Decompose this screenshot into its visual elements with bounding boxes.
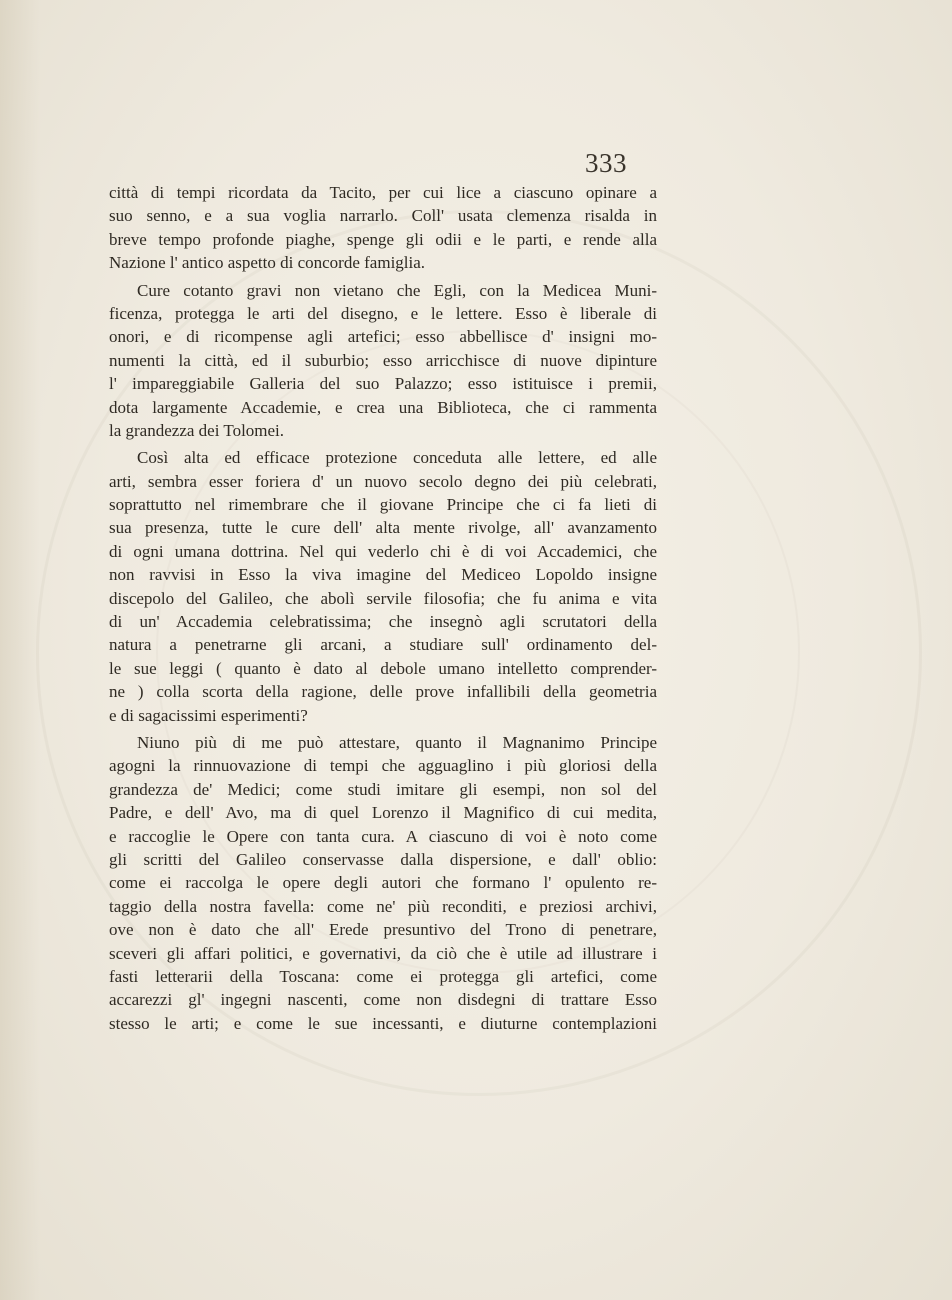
text-line: ficenza, protegga le arti del disegno, e le lettere. Esso è liberale di: [109, 303, 657, 323]
text-line: come ei raccolga le opere degli autori che formano l' opulento re-: [109, 873, 657, 893]
text-line: non ravvisi in Esso la viva imagine del Mediceo Lopoldo insigne: [109, 565, 657, 585]
text-line: suo senno, e a sua voglia narrarlo. Coll' usata clemenza risalda in: [109, 206, 657, 226]
text-line: Nazione l' antico aspetto di concorde famiglia.: [109, 253, 426, 273]
text-line: Cure cotanto gravi non vietano che Egli, con la Medicea Muni-: [137, 280, 657, 300]
body-text: [109, 181, 657, 1035]
text-line: taggio della nostra favella: come ne' più reconditi, e preziosi archivi,: [109, 896, 657, 916]
text-line: natura a penetrarne gli arcani, a studiare sull' ordinamento del-: [109, 635, 657, 655]
text-line: Così alta ed efficace protezione conceduta alle lettere, ed alle: [137, 448, 657, 468]
text-line: accarezzi gl' ingegni nascenti, come non disdegni di trattare Esso: [109, 990, 657, 1010]
text-line: ne ) colla scorta della ragione, delle prove infallibili della geometria: [109, 682, 657, 702]
paragraph-3: [109, 446, 657, 727]
text-line: e di sagacissimi esperimenti?: [109, 705, 308, 725]
text-line: l' impareggiabile Galleria del suo Palazzo; esso istituisce i premii,: [109, 374, 657, 394]
paragraph-2: [109, 279, 657, 443]
text-line: ove non è dato che all' Erede presuntivo del Trono di penetrare,: [109, 920, 657, 940]
text-line: agogni la rinnuovazione di tempi che agguaglino i più gloriosi della: [109, 756, 657, 776]
text-line: dota largamente Accademie, e crea una Biblioteca, che ci rammenta: [109, 397, 657, 417]
text-line: fasti letterarii della Toscana: come ei protegga gli artefici, come: [109, 966, 657, 986]
text-line: sua presenza, tutte le cure dell' alta mente rivolge, all' avanzamento: [109, 518, 657, 538]
paragraph-1: [109, 181, 657, 275]
paragraph-4: [109, 731, 657, 1035]
text-line: città di tempi ricordata da Tacito, per cui lice a ciascuno opinare a: [109, 183, 657, 202]
text-line: numenti la città, ed il suburbio; esso arricchisce di nuove dipinture: [109, 350, 657, 370]
text-line: grandezza de' Medici; come studi imitare gli esempi, non sol del: [109, 779, 657, 799]
text-line: la grandezza dei Tolomei.: [109, 420, 285, 440]
page-number: 333: [585, 148, 627, 178]
text-line: stesso le arti; e come le sue incessanti, e diuturne contemplazioni: [109, 1013, 657, 1033]
text-line: le sue leggi ( quanto è dato al debole umano intelletto comprender-: [109, 658, 657, 678]
text-line: Padre, e dell' Avo, ma di quel Lorenzo il Magnifico di cui medita,: [109, 803, 657, 823]
text-line: di un' Accademia celebratissima; che insegnò agli scrutatori della: [109, 612, 657, 632]
text-line: e raccoglie le Opere con tanta cura. A ciascuno di voi è noto come: [109, 826, 657, 846]
text-line: discepolo del Galileo, che abolì servile filosofia; che fu anima e vita: [109, 588, 657, 608]
text-line: arti, sembra esser foriera d' un nuovo secolo degno dei più celebrati,: [109, 471, 657, 491]
text-line: soprattutto nel rimembrare che il giovane Principe che ci fa lieti di: [109, 495, 657, 515]
text-line: breve tempo profonde piaghe, spenge gli odii e le parti, e rende alla: [109, 229, 657, 249]
text-line: sceveri gli affari politici, e governativi, da ciò che è utile ad illustrare i: [109, 943, 657, 963]
text-line: di ogni umana dottrina. Nel qui vederlo chi è di voi Accademici, che: [109, 541, 657, 561]
text-line: gli scritti del Galileo conservasse dalla dispersione, e dall' oblio:: [109, 849, 657, 869]
page-edge-stain: [0, 0, 40, 1300]
text-line: onori, e di ricompense agli artefici; esso abbellisce d' insigni mo-: [109, 327, 657, 347]
text-line: Niuno più di me può attestare, quanto il Magnanimo Principe: [137, 732, 657, 752]
